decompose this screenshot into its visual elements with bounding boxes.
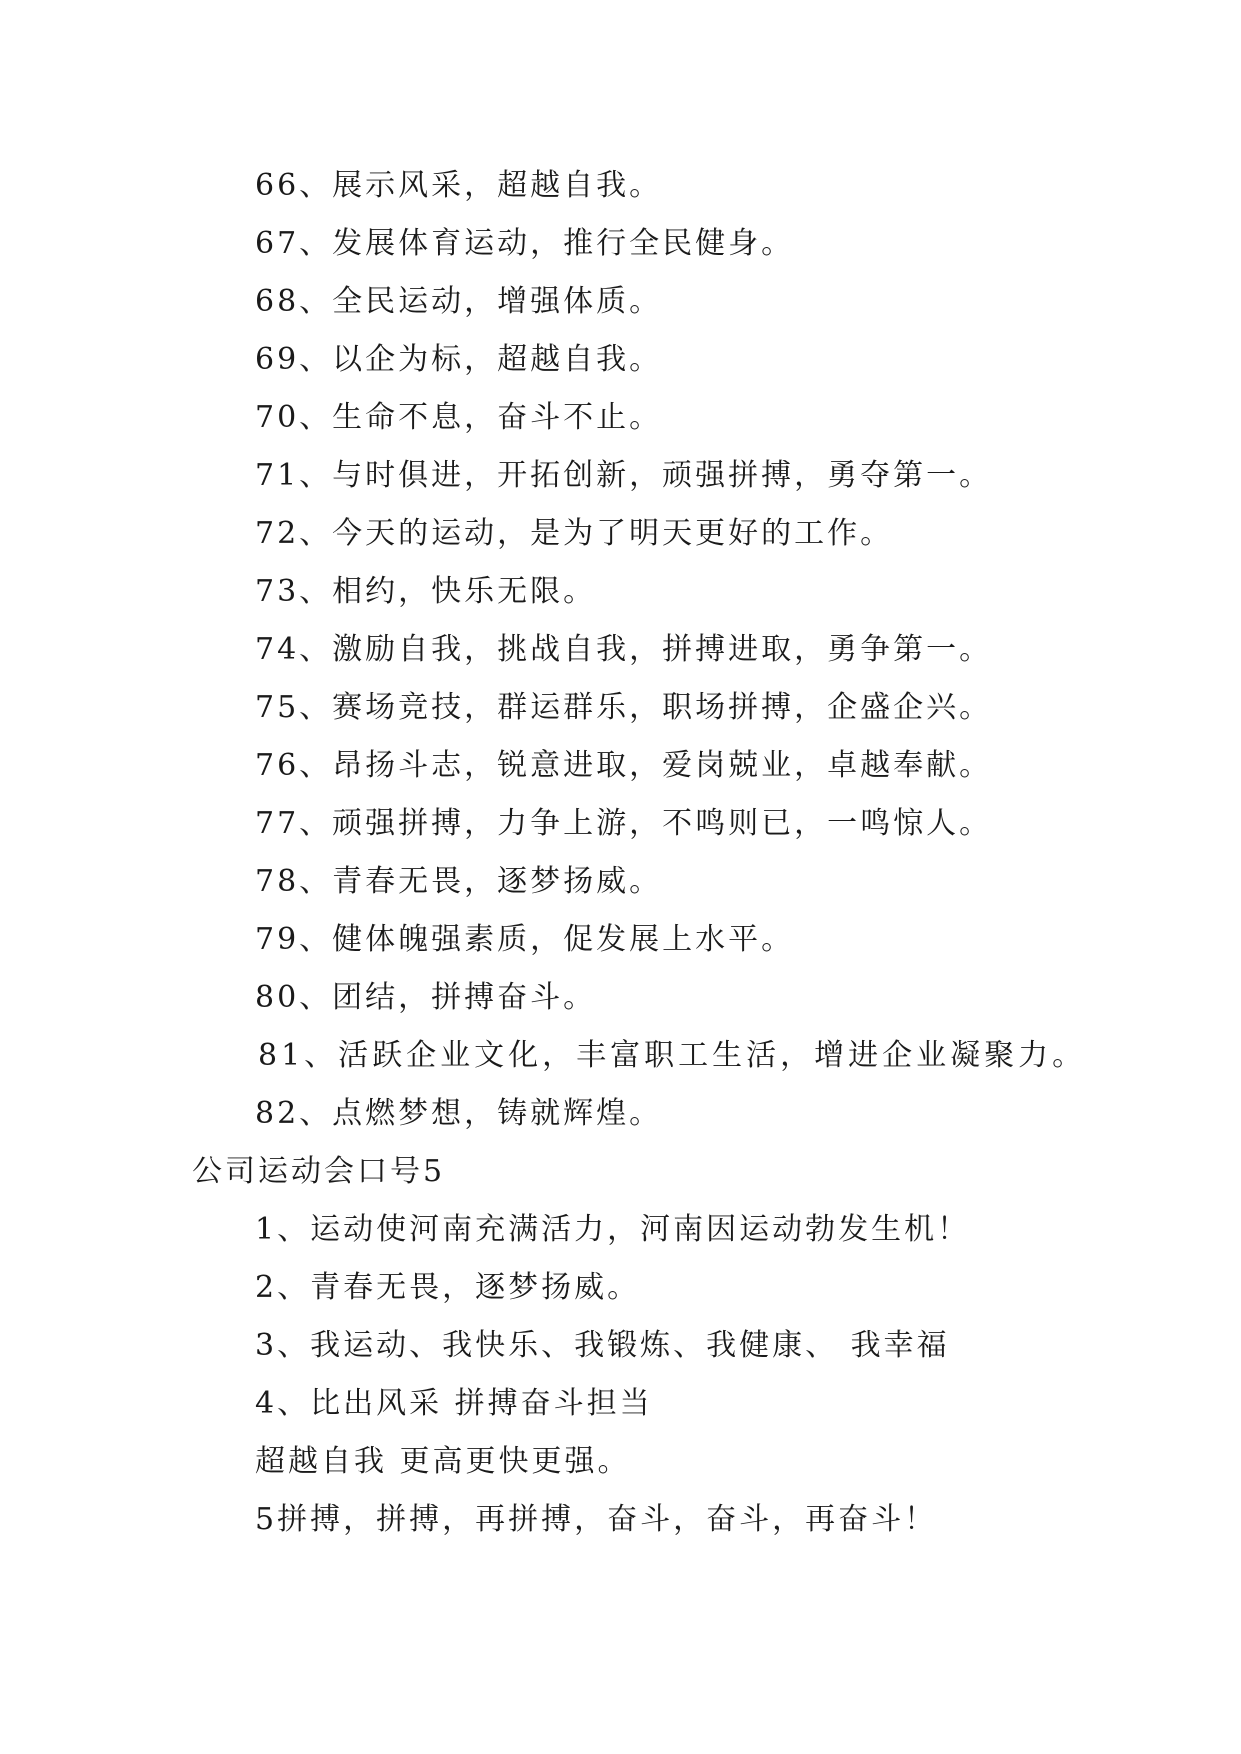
slogan-line-68: 68、全民运动，增强体质。 bbox=[255, 284, 663, 319]
slogan5-line-2: 2、青春无畏，逐梦扬威。 bbox=[255, 1270, 641, 1305]
slogan-line-79: 79、健体魄强素质，促发展上水平。 bbox=[255, 922, 795, 957]
slogan-line-80: 80、团结，拼搏奋斗。 bbox=[255, 980, 597, 1015]
slogan-line-81: 81、活跃企业文化，丰富职工生活，增进企业凝聚力。 bbox=[258, 1038, 1087, 1073]
slogan-line-71: 71、与时俱进，开拓创新，顽强拼搏，勇夺第一。 bbox=[255, 458, 993, 493]
slogan5-line-4: 4、比出风采 拼搏奋斗担当 bbox=[255, 1386, 653, 1421]
slogan-line-73: 73、相约，快乐无限。 bbox=[255, 574, 597, 609]
slogan-line-74: 74、激励自我，挑战自我，拼搏进取，勇争第一。 bbox=[255, 632, 993, 667]
slogan-line-67: 67、发展体育运动，推行全民健身。 bbox=[255, 226, 795, 261]
slogan-line-72: 72、今天的运动，是为了明天更好的工作。 bbox=[255, 516, 894, 551]
slogan-line-82: 82、点燃梦想，铸就辉煌。 bbox=[255, 1096, 663, 1131]
slogan-line-66: 66、展示风采，超越自我。 bbox=[255, 168, 663, 203]
slogan-line-77: 77、顽强拼搏，力争上游，不鸣则已，一鸣惊人。 bbox=[255, 806, 993, 841]
slogan5-line-1: 1、运动使河南充满活力，河南因运动勃发生机！ bbox=[255, 1212, 971, 1247]
slogan5-line-4-continued: 超越自我 更高更快更强。 bbox=[255, 1444, 631, 1479]
slogan-line-75: 75、赛场竞技，群运群乐，职场拼搏，企盛企兴。 bbox=[255, 690, 993, 725]
slogan5-line-5: 5拼搏，拼搏，再拼搏，奋斗，奋斗，再奋斗！ bbox=[255, 1502, 938, 1537]
section-heading: 公司运动会口号5 bbox=[192, 1154, 446, 1189]
slogan-line-76: 76、昂扬斗志，锐意进取，爱岗兢业，卓越奉献。 bbox=[255, 748, 993, 783]
slogan5-line-3: 3、我运动、我快乐、我锻炼、我健康、 我幸福 bbox=[255, 1328, 950, 1363]
slogan-line-78: 78、青春无畏，逐梦扬威。 bbox=[255, 864, 663, 899]
slogan-line-69: 69、以企为标，超越自我。 bbox=[255, 342, 663, 377]
slogan-line-70: 70、生命不息，奋斗不止。 bbox=[255, 400, 663, 435]
